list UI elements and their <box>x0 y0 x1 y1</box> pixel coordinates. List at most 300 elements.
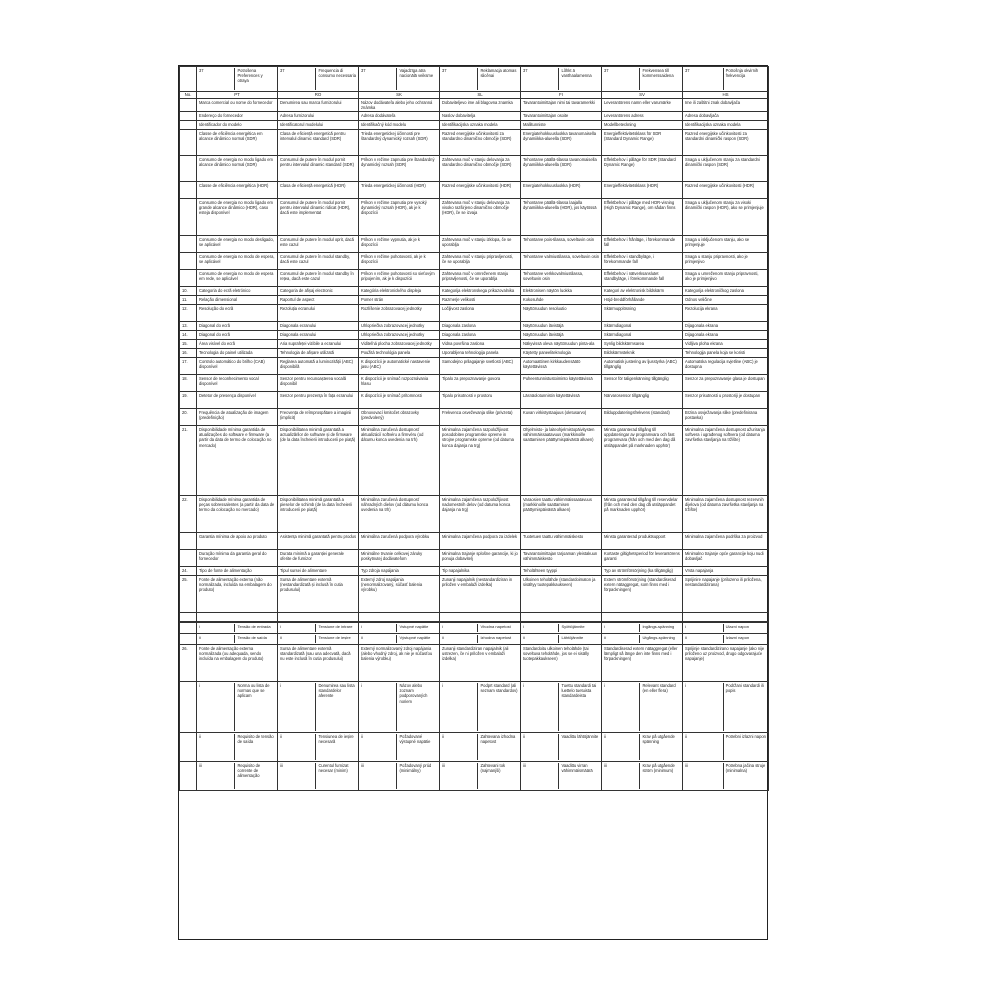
separator-cell <box>683 613 769 623</box>
table-cell: Tehnologija panela koja se koristi <box>683 349 769 358</box>
table-cell: Typ zdroja napájania <box>359 567 440 576</box>
requirement-cell <box>602 762 683 791</box>
table-cell: Sensor de reconhecimento vocal disponível <box>197 375 278 392</box>
voltage-cell <box>359 622 440 634</box>
header-text: Lõhkt ä vanthaalamenna <box>561 68 592 79</box>
table-cell: Minimálna zaručená dostupnosť náhradných dielov (od dátumu konca uvedenia na trh) <box>359 496 440 533</box>
table-cell: Automaattinen kirkkaudensäätö käytettävissä <box>521 358 602 375</box>
row-number: 10. <box>180 287 197 296</box>
requirement-cell <box>521 733 602 762</box>
sub-code: ii <box>199 635 235 643</box>
table-row <box>180 331 769 340</box>
voltage-cell <box>278 622 359 634</box>
sub-code: i <box>280 624 316 632</box>
table-row <box>180 349 769 358</box>
table-cell: Consumo de energia no modo desligado, se aplicável <box>197 236 278 253</box>
requirement-cell <box>602 733 683 762</box>
requirement-cell <box>278 762 359 791</box>
row-number <box>180 270 197 287</box>
separator-cell <box>440 613 521 623</box>
table-row <box>180 375 769 392</box>
sub-code: i <box>361 624 397 632</box>
voltage-cell <box>197 634 278 645</box>
sub-label: Tensiunea de ieșire necesară <box>318 734 354 745</box>
table-row <box>180 567 769 576</box>
row-number <box>180 156 197 182</box>
sub-code: ii <box>199 734 235 760</box>
separator-cell <box>602 613 683 623</box>
sub-label: Požadované výstupné napätie <box>399 734 431 745</box>
row-number <box>180 199 197 236</box>
requirement-cell <box>602 682 683 733</box>
sub-code: i <box>442 683 478 731</box>
table-cell: Uhlopriečka zobrazovacej jednotky <box>359 322 440 331</box>
requirement-row <box>180 682 769 733</box>
separator-cell <box>359 613 440 623</box>
requirement-cell <box>683 682 769 733</box>
table-row <box>180 392 769 409</box>
table-cell: Rezoluția ecranului <box>278 305 359 322</box>
sub-label: Potrebni izlazni napon <box>725 734 766 740</box>
table-cell: Kategori av elektronisk bildskärm <box>602 287 683 296</box>
table-row <box>180 121 769 130</box>
sub-label: Vaadittu virran vähimmäismäärä <box>561 763 593 774</box>
table-cell: Clasa de eficiență energetică pentru intervalul dinamic standard (SDR) <box>278 130 359 156</box>
table-cell: Varaosien taattu vähimmäissaatavuus (markkinoille saattamisen päättymispäivästä alkaen) <box>521 496 602 533</box>
table-cell: Detetor de presença disponível <box>197 392 278 409</box>
sub-code: i <box>442 624 478 632</box>
table-cell: Odnos veličine <box>683 296 769 305</box>
table-cell: Zahtevana moč v stanju delovanja za visoko razširjeno dinamično območje (HDR), če se izvaja <box>440 199 521 236</box>
table-cell: Marca comercial ou nome do fornecedor <box>197 99 278 112</box>
row-number: 13. <box>180 322 197 331</box>
table-cell: Effektbehov i frånläge, i förekommande fall <box>602 236 683 253</box>
sub-label: Requisito de corrente de alimentação <box>237 763 261 779</box>
row-number: 11. <box>180 296 197 305</box>
sub-code: ii <box>280 734 316 760</box>
sub-label: Názov alebo zoznam podporovaných noriem <box>399 683 428 704</box>
table-cell: Sprijinje standardizirano napajanje (ako nije priloženo uz proizvod, drugo odgovarajuće napajanje) <box>683 645 769 682</box>
language-code: PT <box>197 92 278 99</box>
table-cell: Resolução do ecrã <box>197 305 278 322</box>
table-cell: Snaga u stanju pripravnosti, ako je primjenjivo <box>683 253 769 270</box>
table-cell: Minimálna zaručená dostupnosť aktualizácií softvéru a firmvéru (od dátumu konca uvedenia na trh) <box>359 426 440 496</box>
table-row <box>180 496 769 533</box>
requirement-cell <box>359 682 440 733</box>
sub-code: ii <box>361 635 397 643</box>
sub-label: Krav på utgående spänning <box>642 734 675 745</box>
table-cell: Sensor för taligenkänning tillgänglig <box>602 375 683 392</box>
requirement-cell <box>359 733 440 762</box>
table-cell: Ločljivost zaslona <box>440 305 521 322</box>
row-number: 15. <box>180 340 197 349</box>
table-cell: Minimálna zaručená podpora výrobku <box>359 533 440 550</box>
table-cell: Tipalo prisotnosti v prostoru <box>440 392 521 409</box>
table-cell: Príkon v režime pohotovosti, ak je k dispozícii <box>359 253 440 270</box>
table-cell: Ohjelmisto- ja laiteohjelmistopäivitysten vähimmäissaatavuus (markkinoille saattamisen päättymispäivästä alkaen) <box>521 426 602 496</box>
no-label: No. <box>180 92 197 99</box>
table-cell: Minimalna zajamčena razpoložljivost nadomestnih delov (od datuma konca dajanja na trg) <box>440 496 521 533</box>
sub-label: Requisito de tensão de saída <box>237 734 274 745</box>
sub-code: i <box>685 624 724 632</box>
requirement-cell <box>521 762 602 791</box>
voltage-cell <box>602 634 683 645</box>
table-cell: Consumul de putere în modul pornit pentru intervalul dinamic ridicat (HDR), dacă este implementat <box>278 199 359 236</box>
table-row <box>180 253 769 270</box>
language-code: HS <box>683 92 769 99</box>
language-code: RO <box>278 92 359 99</box>
voltage-cell <box>197 622 278 634</box>
row-number: 12. <box>180 305 197 322</box>
sub-label: Relevant standard (en eller flera) <box>642 683 676 694</box>
table-cell: Läsnäolotunnistin käytettävissä <box>521 392 602 409</box>
voltage-cell <box>278 634 359 645</box>
table-cell: Kuvan virkistystaajuus (oletusarvo) <box>521 409 602 426</box>
row-number <box>180 682 197 733</box>
table-cell: Energieffektivitetsklass (HDR) <box>602 182 683 199</box>
sub-label: Norma ou lista de normas que se aplicam <box>237 683 270 699</box>
sub-code: i <box>199 624 235 632</box>
header-text: Reklamacja atomas slicěnai <box>480 68 517 79</box>
sub-code: ii <box>685 635 724 643</box>
table-cell: Trieda energetickej účinnosti pre štandardný dynamický rozsah (SDR) <box>359 130 440 156</box>
requirement-cell <box>278 682 359 733</box>
table-cell: Consumo de energia no modo ligado em alcance dinâmico normal (SDR) <box>197 156 278 182</box>
header-text: Potrošnja okvirnih frekvencija <box>725 68 759 79</box>
table-cell: Identifikacijska oznaka modela <box>440 121 521 130</box>
table-cell: Consumul de putere în modul pornit pentru intervalul dinamic standard (SDR) <box>278 156 359 182</box>
row-number <box>180 253 197 270</box>
table-cell: Effektbehov i standbyläge, i förekommande fall <box>602 253 683 270</box>
sub-label: Syöttöjännite <box>561 624 585 630</box>
header-cell <box>521 67 602 92</box>
table-cell: Ulkoinen teholähde (standardoimaton ja sisältyy tuotepakkaukseen) <box>521 576 602 613</box>
table-cell: Denumirea sau marca furnizorului <box>278 99 359 112</box>
table-cell: Zahtevana moč v stanju izklopa, če se uporablja <box>440 236 521 253</box>
sub-label: Vaadittu lähtöjännite <box>561 734 599 740</box>
header-code: 37 <box>280 68 316 90</box>
separator-cell <box>521 613 602 623</box>
table-cell: Disponibilitatea minimă garantată a pieselor de schimb (de la data încheierii introducerii pe piață) <box>278 496 359 533</box>
table-cell: Vrsta napajanja <box>683 567 769 576</box>
table-row <box>180 576 769 613</box>
row-number: 25. <box>180 576 197 613</box>
table-cell: Razmerje velikosti <box>440 296 521 305</box>
sub-code: ii <box>604 734 640 760</box>
table-cell: K dispozícii je snímač prítomnosti <box>359 392 440 409</box>
table-cell: Tipo de fonte de alimentação <box>197 567 278 576</box>
table-cell: Teholähteen tyyppi <box>521 567 602 576</box>
table-cell: Effektbehov i påläge för SDR (Standard Dynamic Range) <box>602 156 683 182</box>
table-cell: Rezolucija ekrana <box>683 305 769 322</box>
row-number: 24. <box>180 567 197 576</box>
table-cell: Consumul de putere în modul oprit, dacă este cazul <box>278 236 359 253</box>
table-cell: Leverantörens namn eller varumärke <box>602 99 683 112</box>
table-cell: Relação dimensional <box>197 296 278 305</box>
sub-label: Izlazni napon <box>725 635 750 641</box>
table-cell: Classe de eficiência energética em alcance dinâmico normal (SDR) <box>197 130 278 156</box>
table-cell: Kategorija elektroničkog zaslona <box>683 287 769 296</box>
sub-code: i <box>280 683 316 731</box>
table-cell: Brzina osvježavanja slike (predefinirana postavka) <box>683 409 769 426</box>
table-cell: Controlo automático do brilho (CAB) disponível <box>197 358 278 375</box>
table-cell: Tehontarve verkkovalmiustilassa, soveltuvin osin <box>521 270 602 287</box>
table-row <box>180 236 769 253</box>
sub-code: iii <box>523 763 559 789</box>
table-cell: Kategorija elektronskega prikazovalnika <box>440 287 521 296</box>
table-cell: Synlig bildskärmsarea <box>602 340 683 349</box>
table-cell: Zahtevana moč v stanju pripravljenosti, če se uporablja <box>440 253 521 270</box>
requirement-cell <box>683 762 769 791</box>
sub-label: Utgångs-spänning <box>642 635 675 641</box>
table-cell: Viditeľná plocha zobrazovacej jednotky <box>359 340 440 349</box>
table-cell: Standardoitu ulkoinen teholähde (tai soveltuva teholähde, jos se ei sisälly tuotepakkaukseen) <box>521 645 602 682</box>
requirement-cell <box>197 733 278 762</box>
table-cell: Sprijinire napajanje (prilozeno ili priložena, nestandardizirana) <box>683 576 769 613</box>
table-cell: Minsta garanterad tillgång till reservdelar (från och med den dag då utsläppandet på marknaden upphör) <box>602 496 683 533</box>
table-cell: Identifikacijska oznaka modela <box>683 121 769 130</box>
table-cell: Tavarantoimittajan osoite <box>521 112 602 121</box>
table-cell: Näyttöruudun resoluutio <box>521 305 602 322</box>
voltage-cell <box>440 622 521 634</box>
sub-label: Tensão de entrada <box>237 624 271 630</box>
sub-code: iii <box>685 763 724 789</box>
table-cell: Použitá technológia panela <box>359 349 440 358</box>
sub-code: ii <box>442 734 478 760</box>
table-cell: Tehnologia de afișare utilizată <box>278 349 359 358</box>
table-cell: Skärmdiagonal <box>602 322 683 331</box>
voltage-cell <box>440 634 521 645</box>
language-code: SV <box>602 92 683 99</box>
table-cell: Minimalna zajamčena razpoložljivost posodobitev programske opreme in strojne programske opreme (od datuma konca dajanja na trg) <box>440 426 521 496</box>
table-cell: Tehontarve päällä-tilassa laajalla dynamiikka-alueella (HDR), jos käytössä <box>521 199 602 236</box>
header-code: 37 <box>361 68 397 90</box>
table-cell: Bilduppdateringsfrekvens (standard) <box>602 409 683 426</box>
table-cell: Sursa de alimentare externă (nestandardizată și inclusă în cutia produsului) <box>278 576 359 613</box>
table-cell: Zahtevana moč v stanju delovanja za standardno dinamično območje (SDR) <box>440 156 521 182</box>
table-row <box>180 270 769 287</box>
table-cell: Categoria de afișaj electronic <box>278 287 359 296</box>
table-row <box>180 156 769 182</box>
table-cell: Modellbeteckning <box>602 121 683 130</box>
table-row <box>180 99 769 112</box>
separator-cell <box>180 613 197 623</box>
row-number: 19. <box>180 392 197 409</box>
sub-code: iii <box>280 763 316 789</box>
table-cell: Fonte de alimentação externa (não normalizada, incluída na embalagem do produto) <box>197 576 278 613</box>
row-number: 14. <box>180 331 197 340</box>
table-cell: Zunanji napajalnik (nestandardiziran in priložen v embalaži izdelka) <box>440 576 521 613</box>
sub-code: ii <box>361 734 397 760</box>
table-cell: Senzor pentru prezența în fața ecranului <box>278 392 359 409</box>
row-number <box>180 762 197 791</box>
table-cell: Höjd-breddförhållande <box>602 296 683 305</box>
row-number <box>180 550 197 567</box>
table-cell: Elektronisen näytön luokka <box>521 287 602 296</box>
table-cell: Zahtevana moč v omreženem stanju pripravljenosti, če se uporablja <box>440 270 521 287</box>
table-cell: Pomer strán <box>359 296 440 305</box>
sub-label: Vhodna napetost <box>480 624 511 630</box>
table-cell: K dispozícii je automatické nastavenie jasu (ABC) <box>359 358 440 375</box>
table-cell: Snaga u uključenom stanju za standardni dinamički raspon (SDR) <box>683 156 769 182</box>
product-information-table <box>179 66 769 791</box>
table-cell: Tipul sursei de alimentare <box>278 567 359 576</box>
header-cell <box>440 67 521 92</box>
table-cell: Effektbehov i påläge med HDR-visning (High Dynamic Range), om sådan finns <box>602 199 683 236</box>
table-row <box>180 305 769 322</box>
table-cell: Minimalna zajamčena podrška za proizvod <box>683 533 769 550</box>
requirement-cell <box>440 733 521 762</box>
voltage-row <box>180 622 769 634</box>
requirement-row <box>180 733 769 762</box>
sub-code: iii <box>604 763 640 789</box>
sub-code: i <box>604 624 640 632</box>
corner-cell <box>180 67 197 92</box>
table-cell: Frequência de atualização de imagem (predefinição) <box>197 409 278 426</box>
separator-row <box>180 613 769 623</box>
table-cell: Diagonal do ecrã <box>197 322 278 331</box>
table-cell: Minimalna zajamčena podpora za izdelek <box>440 533 521 550</box>
table-cell: Senzor za prepoznavanje glasa je dostupan <box>683 375 769 392</box>
row-number <box>180 634 197 645</box>
row-number <box>180 182 197 199</box>
voltage-cell <box>521 634 602 645</box>
sub-label: Lähtöjännite <box>561 635 584 641</box>
table-cell: Energieffektivitetsklass för SDR (Standard Dynamic Range) <box>602 130 683 156</box>
sub-label: Izhodna napetost <box>480 635 512 641</box>
table-cell: Tip napajalnika <box>440 567 521 576</box>
table-cell: Disponibilidade mínima garantida de peças sobressalentes (a partir da data de termo da colocação no mercado) <box>197 496 278 533</box>
table-cell: Energiatehokkuusluokka tavanomaisella dynamiikka-alueella (SDR) <box>521 130 602 156</box>
row-number <box>180 236 197 253</box>
sub-code: i <box>685 683 724 731</box>
table-row <box>180 287 769 296</box>
table-cell: Näyttöruudun lävistäjä <box>521 322 602 331</box>
table-cell: Kortaste giltighetsperiod för leverantörens garanti <box>602 550 683 567</box>
header-cell <box>683 67 769 92</box>
language-code: FI <box>521 92 602 99</box>
row-number <box>180 112 197 121</box>
sub-code: ii <box>523 635 559 643</box>
voltage-cell <box>602 622 683 634</box>
table-cell: Minsta garanterad produktsupport <box>602 533 683 550</box>
sub-label: Požadovaný prúd (minimálny) <box>399 763 432 774</box>
voltage-cell <box>683 622 769 634</box>
table-cell: Príkon v režime zapnutia pre štandardný dynamický rozsah (SDR) <box>359 156 440 182</box>
table-cell: Diagonala ecranului <box>278 322 359 331</box>
table-cell: Názov dodávateľa alebo jeho ochranná známka <box>359 99 440 112</box>
header-code: 37 <box>442 68 478 90</box>
table-cell: Vidljiva ploha ekrana <box>683 340 769 349</box>
sub-code: iii <box>361 763 397 789</box>
table-cell: Clasa de eficiență energetică (HDR) <box>278 182 359 199</box>
voltage-row <box>180 634 769 645</box>
table-cell: Raportul de aspect <box>278 296 359 305</box>
row-number: 21. <box>180 426 197 496</box>
table-cell: Tehontarve pois-tilassa, soveltuvin osin <box>521 236 602 253</box>
row-number: 22. <box>180 496 197 533</box>
header-code: 37 <box>523 68 559 90</box>
table-cell: Identifikačný kód modelu <box>359 121 440 130</box>
table-cell: Senzor prisutnosti u prostoriji je dostupan <box>683 392 769 409</box>
requirement-cell <box>683 733 769 762</box>
sub-code: ii <box>685 734 724 760</box>
table-cell: Minimálne trvanie celkovej záruky poskytnutej dodávateľom <box>359 550 440 567</box>
row-number: 16. <box>180 349 197 358</box>
table-cell: Diagonala zaslona <box>440 322 521 331</box>
sub-label: Tensiune de intrare <box>318 624 353 630</box>
header-code: 37 <box>199 68 235 90</box>
language-row <box>180 92 769 99</box>
table-cell: Príkon v režime pohotovosti so sieťovým pripojením, ak je k dispozícii <box>359 270 440 287</box>
requirement-cell <box>278 733 359 762</box>
table-cell: Effektbehov i nätverksanslutet standbyläge, i förekommande fall <box>602 270 683 287</box>
row-number: 20. <box>180 409 197 426</box>
table-cell: Frekvenca osveževanja slike (privzeta) <box>440 409 521 426</box>
row-number: 18. <box>180 375 197 392</box>
sub-label: Zahtevana izhodna napetost <box>480 734 516 745</box>
table-cell: Vidna površina zaslona <box>440 340 521 349</box>
row-number <box>180 622 197 634</box>
table-cell: Näkyvissä oleva näyttöruudun pinta-ala <box>521 340 602 349</box>
row-number <box>180 99 197 112</box>
requirement-cell <box>359 762 440 791</box>
table-cell: Dijagonala ekrana <box>683 322 769 331</box>
table-cell: Diagonala zaslona <box>440 331 521 340</box>
voltage-cell <box>521 622 602 634</box>
sub-code: i <box>361 683 397 731</box>
header-text: Vajadzīga atra nacionālā veiksme <box>399 68 434 79</box>
table-row <box>180 645 769 682</box>
table-cell: Consumul de putere în modul standby în rețea, dacă este cazul <box>278 270 359 287</box>
table-cell: Senzor pentru recunoașterea vocală disponibil <box>278 375 359 392</box>
table-cell: Tehontarve valmiustilassa, soveltuvin osin <box>521 253 602 270</box>
table-cell: Duração mínima da garantia geral do fornecedor <box>197 550 278 567</box>
table-cell: Automatisk justering av ljusstyrka (ABC) tillgänglig <box>602 358 683 375</box>
table-cell: Zunanji standardiziran napajalnik (ali ustrezen, če ni priložen v embalaži izdelka) <box>440 645 521 682</box>
table-cell: Puheentunnistustoiminto käytettävissä <box>521 375 602 392</box>
table-cell: Frecvența de reîmprospătare a imaginii (implicit) <box>278 409 359 426</box>
sub-label: Ingångs-spänning <box>642 624 675 630</box>
sub-label: Tuettu standardi tai luettelo tuetuista standardeista <box>561 683 597 699</box>
table-cell: Snaga u isključenom stanju, ako se primjenjuje <box>683 236 769 253</box>
table-cell: Minimalna zajamčena dostupnost rezervnih dijelova (od datuma završetka stavljanja na tržište) <box>683 496 769 533</box>
table-cell: Razred energijske učinkovitosti (HDR) <box>440 182 521 199</box>
sub-label: Tensão de saída <box>237 635 267 641</box>
table-cell: Consumo de energia no modo ligado em grande alcance dinâmico (HDR), caso esteja disponível <box>197 199 278 236</box>
language-code: SK <box>359 92 440 99</box>
header-code: 37 <box>604 68 640 90</box>
table-cell: Tecnologia do painel utilizada <box>197 349 278 358</box>
row-number <box>180 733 197 762</box>
sub-label: Denumirea sau lista standardelor aferente <box>318 683 355 699</box>
requirement-cell <box>440 762 521 791</box>
table-cell: Adresa furnizorului <box>278 112 359 121</box>
table-cell: Tavarantoimittajan tarjoaman yleistakuun vähimmäiskesto <box>521 550 602 567</box>
table-cell: Snaga u uključenom stanju za visoki dinamički raspon (HDR), ako se primjenjuje <box>683 199 769 236</box>
table-cell: Consumo de energia no modo de espera, se aplicável <box>197 253 278 270</box>
table-cell: Energiatehokkuusluokka (HDR) <box>521 182 602 199</box>
table-cell: Obnovovací kmitočet obrazovky (predvolený) <box>359 409 440 426</box>
sub-code: ii <box>523 734 559 760</box>
table-row <box>180 130 769 156</box>
table-cell: Automatska regulacija svjetline (ABC) je dostupna <box>683 358 769 375</box>
table-cell: Samodejno prilagajanje svetlosti (ABC) <box>440 358 521 375</box>
table-row <box>180 533 769 550</box>
requirement-cell <box>521 682 602 733</box>
header-text: Potrošena Preferences y otraya <box>237 68 263 84</box>
sub-label: Tensiune de ieșire <box>318 635 351 641</box>
